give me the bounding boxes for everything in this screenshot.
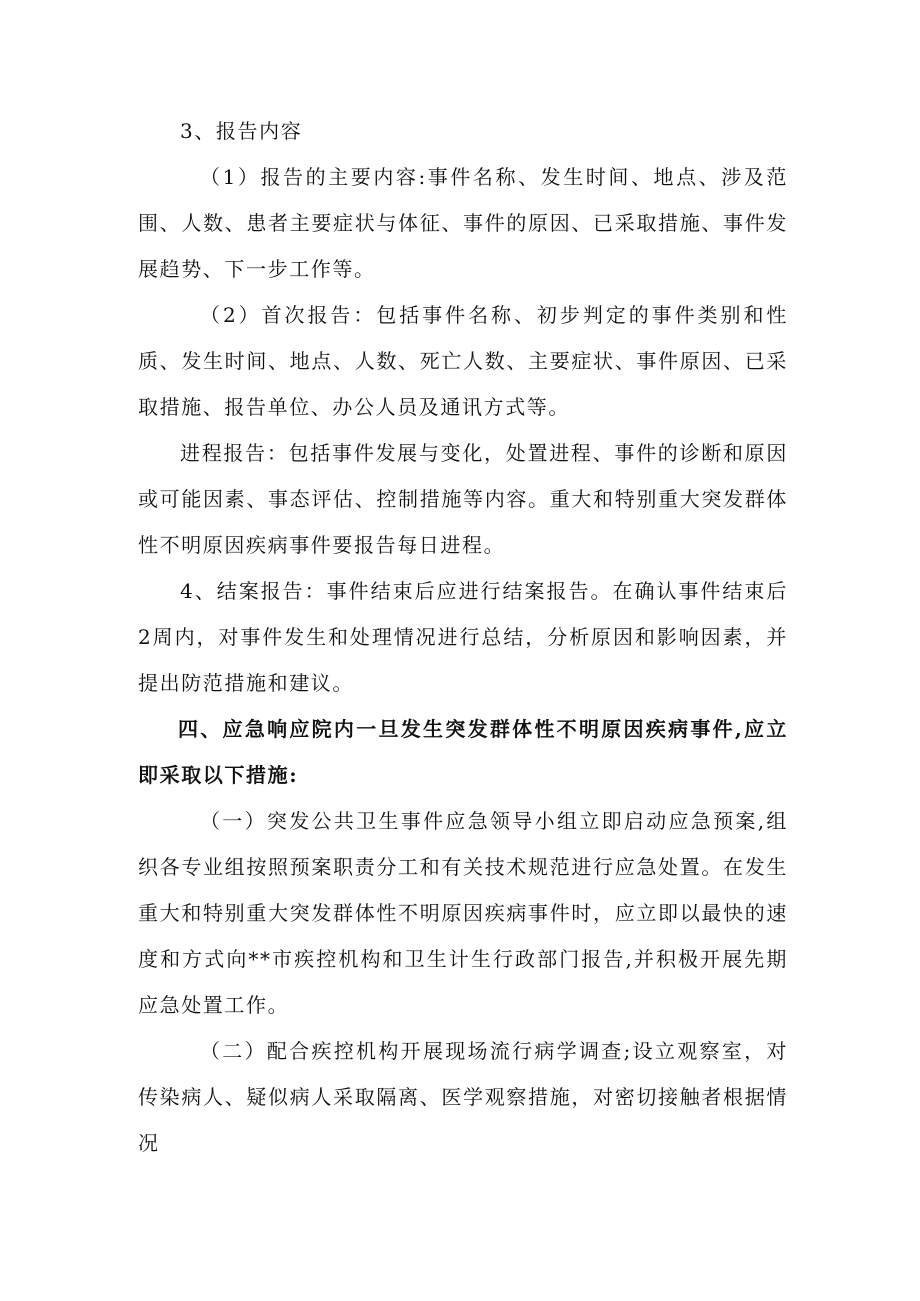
paragraph-measure-one: （一）突发公共卫生事件应急领导小组立即启动应急预案,组织各专业组按照预案职责分工和有关技术规范进行应急处置。在发生重大和特别重大突发群体性不明原因疾病事件时，应立即以最快的速度和方式向**市疾控机构和卫生计生行政部门报告,并积极开展先期应急处置工作。 (138, 809, 788, 1017)
paragraph-progress-report: 进程报告：包括事件发展与变化，处置进程、事件的诊断和原因或可能因素、事态评估、控制措施等内容。重大和特别重大突发群体性不明原因疾病事件要报告每日进程。 (138, 441, 788, 557)
paragraph-measure-two: （二）配合疾控机构开展现场流行病学调查;设立观察室，对传染病人、疑似病人采取隔离、医学观察措施，对密切接触者根据情况 (138, 1039, 788, 1155)
paragraph-first-report: （2）首次报告：包括事件名称、初步判定的事件类别和性质、发生时间、地点、人数、死亡人数、主要症状、事件原因、已采取措施、报告单位、办公人员及通讯方式等。 (138, 303, 788, 419)
paragraph-closing-report: 4、结案报告：事件结束后应进行结案报告。在确认事件结束后2周内，对事件发生和处理情况进行总结，分析原因和影响因素，并提出防范措施和建议。 (138, 579, 788, 695)
paragraph-main-report-content: （1）报告的主要内容:事件名称、发生时间、地点、涉及范围、人数、患者主要症状与体征、事件的原因、已采取措施、事件发展趋势、下一步工作等。 (138, 165, 788, 281)
section-heading-emergency-response: 四、应急响应院内一旦发生突发群体性不明原因疾病事件,应立即采取以下措施: (138, 717, 788, 787)
paragraph-report-content-heading: 3、报告内容 (180, 119, 303, 143)
